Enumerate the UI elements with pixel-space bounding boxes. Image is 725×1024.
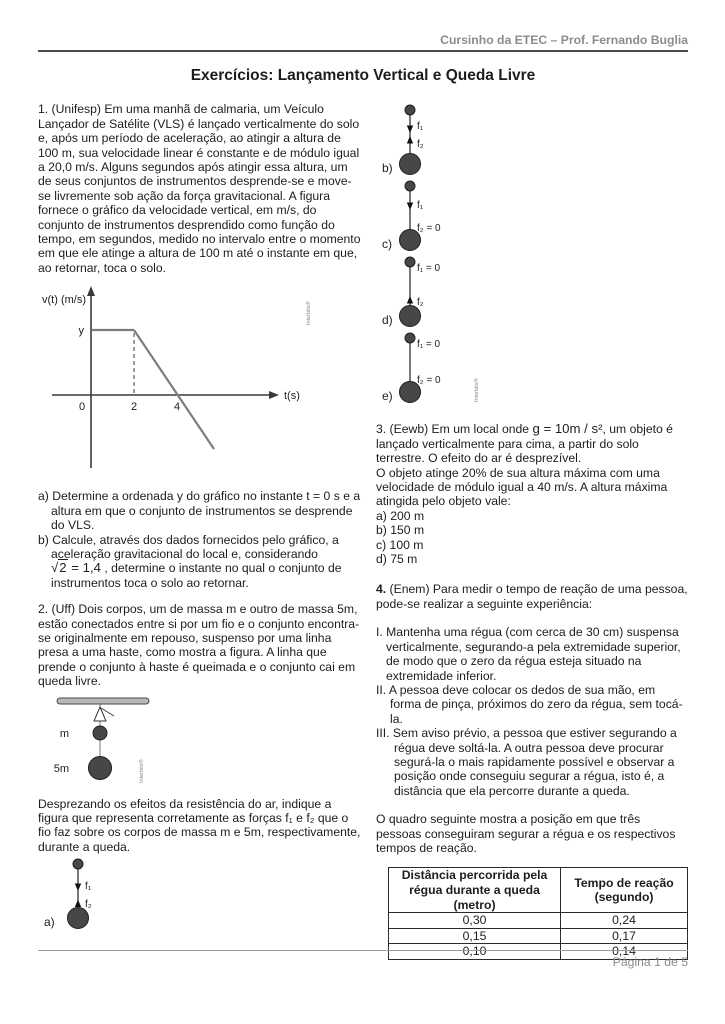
hanging-masses-figure (43, 695, 203, 793)
mass-m-ball (405, 181, 415, 191)
option-e-key: e) (382, 389, 393, 404)
option-b-key: b) (382, 161, 393, 176)
option-a-key: a) (44, 915, 55, 930)
y-value-mark: y (78, 325, 84, 338)
sqrt-eq: = 1,4 (67, 560, 101, 576)
table-header-distance: Distância percorrida pela régua durante a queda (metro) (389, 868, 561, 913)
force-f2-label: f₂ = 0 (417, 375, 441, 387)
choice-a: a) 200 m (376, 508, 425, 523)
table-cell: 0,14 (561, 944, 688, 960)
force-f1-label: f₁ = 0 (417, 263, 441, 275)
option-d-key: d) (382, 313, 393, 328)
mass-m-ball (405, 333, 415, 343)
q3-text-pre: 3. (Eewb) Em um local onde (376, 422, 533, 437)
page-content (38, 33, 688, 960)
option-e-figure (376, 330, 526, 406)
gravity-formula: g = 10m / s² (532, 421, 603, 437)
y-axis-label: v(t) (m/s) (42, 294, 86, 307)
question-2-prompt: Desprezando os efeitos da resistência do ar, indique a figura que representa corretamente as forças f₁ e f₂ que o fio faz sobre os corpos de massa m e 5m, respectivamente, durante a queda. (38, 796, 361, 854)
question-4-table-intro: O quadro seguinte mostra a posição em que três pessoas conseguiram segurar a régua e os respectivos tempos de reação. (376, 812, 676, 855)
page-title: Exercícios: Lançamento Vertical e Queda Livre (190, 67, 536, 85)
question-1-text: 1. (Unifesp) Em uma manhã de calmaria, um Veículo Lançador de Satélite (VLS) é lançado verticalmente do solo e, após um período de aceleração, ao atingir a altura de 100 m, sua velocidade linear é constante e de módulo igual a 20,0 m/s. Alguns segundos após atingir essa altura, um de seus conjuntos de instrumentos desprende-se e move-se livremente sob ação da força gravitacional. A figura fornece o gráfico da velocidade vertical, em m/s, do conjunto de instrumentos desprendido como função do tempo, em segundos, medido no intervalo entre o momento em que ele atinge a altura de 100 m até o instante em que, ao retornar, toca o solo. (38, 102, 361, 275)
mass-5m-ball (68, 908, 89, 929)
table-row (389, 928, 688, 944)
tick-2: 2 (130, 401, 138, 414)
mass-m-label: m (59, 727, 69, 740)
choice-d: d) 75 m (376, 552, 418, 567)
question-4-step-3: III. Sem aviso prévio, a pessoa que estiver segurando a régua deve soltá-la. A outra pessoa deve procurar segurá-la o mais rapidamente possível e observar a posição onde conseguiu segurar a régua, isto é, a distância que ela percorre durante a queda. (376, 726, 677, 798)
flame-icon (94, 707, 106, 721)
question-3-choices (376, 509, 688, 567)
watermark: Interbits® (306, 301, 312, 326)
arrow-up-icon (407, 296, 413, 304)
table-cell: 0,10 (389, 944, 561, 960)
velocity-time-graph (38, 283, 328, 475)
item-b-text-pre: b) Calcule, através dos dados fornecidos pelo gráfico, a aceleração gravitacional do local e, considerando (38, 532, 339, 561)
arrow-down-icon (407, 126, 413, 134)
question-1-item-b (38, 533, 363, 591)
two-column-layout (38, 102, 688, 960)
choice-b: b) 150 m (376, 523, 425, 538)
tick-4: 4 (173, 401, 181, 414)
option-d-figure (376, 254, 526, 330)
page-number: Página 1 de 5 (612, 955, 688, 969)
question-3-text (376, 422, 688, 465)
left-column (38, 102, 363, 960)
force-f1-label: f₁ (417, 121, 424, 133)
table-cell: 0,30 (389, 913, 561, 929)
watermark: Interbits® (139, 758, 145, 783)
question-3-text2: O objeto atinge 20% de sua altura máxima com uma velocidade de módulo igual a 40 m/s. A altura máxima atingida pelo objeto vale: (376, 465, 668, 509)
q4-number: 4. (376, 582, 387, 597)
arrow-up-icon (407, 136, 413, 144)
right-column (376, 102, 688, 960)
mass-5m-ball (400, 154, 421, 175)
mass-5m-label: 5m (53, 762, 69, 775)
q3-text-post: , um objeto é lançado verticalmente para cima, a partir do solo terrestre. O efeito do ar é desprezível. (376, 422, 673, 466)
option-c-figure (376, 178, 526, 254)
header-brand: Cursinho da ETEC – Prof. Fernando Buglia (440, 33, 688, 47)
sqrt-formula (51, 559, 101, 575)
table-header-time: Tempo de reação (segundo) (561, 868, 688, 913)
table-cell: 0,24 (561, 913, 688, 929)
option-a-figure (38, 856, 188, 932)
table-row (389, 913, 688, 929)
table-cell: 0,17 (561, 928, 688, 944)
table-header-row (389, 868, 688, 913)
question-4-step-1: I. Mantenha uma régua (com cerca de 30 cm) suspensa verticalmente, segurando-a pela extremidade superior, de modo que o zero da régua esteja situado na extremidade inferior. (376, 625, 681, 683)
y-axis-arrow-icon (87, 286, 95, 296)
arrow-down-icon (407, 203, 413, 211)
arrow-up-icon (75, 900, 81, 908)
question-4-text (376, 582, 688, 611)
table-cell: 0,15 (389, 928, 561, 944)
force-f2-label: f₂ (85, 899, 92, 911)
x-axis-label: t(s) (284, 390, 300, 403)
option-b-figure (376, 102, 526, 178)
header-rule (38, 50, 688, 52)
x-axis-arrow-icon (269, 391, 279, 399)
origin-tick: 0 (78, 401, 86, 414)
watermark: Interbits® (474, 378, 480, 403)
option-c-key: c) (382, 237, 392, 252)
mass-5m-ball (89, 756, 112, 779)
sqrt-sign: √ (51, 560, 59, 576)
page-header (38, 33, 688, 52)
mass-m-ball (73, 859, 83, 869)
force-f2-label: f₂ = 0 (417, 223, 441, 235)
page-footer (38, 950, 688, 969)
item-b-text-post: , determine o instante no qual o conjunto de instrumentos toca o solo ao retornar. (51, 561, 342, 590)
mass-m-ball (405, 105, 415, 115)
sqrt-arg: 2 (59, 560, 67, 576)
mass-m-ball (93, 726, 107, 740)
question-4-step-2: II. A pessoa deve colocar os dedos de sua mão, em forma de pinça, próximos do zero da régua, sem tocá-la. (376, 682, 683, 726)
mass-5m-ball (400, 306, 421, 327)
mass-m-ball (405, 257, 415, 267)
support-rod (57, 698, 149, 704)
descending-segment (134, 330, 214, 449)
reaction-time-table (388, 867, 688, 960)
question-1-item-a: a) Determine a ordenada y do gráfico no instante t = 0 s e a altura em que o conjunto de instrumentos se desprende do VLS. (38, 489, 361, 533)
q4-intro: (Enem) Para medir o tempo de reação de uma pessoa, pode-se realizar a seguinte experiência: (376, 582, 688, 611)
force-f1-label: f₁ = 0 (417, 339, 441, 351)
force-f2-label: f₂ (417, 297, 424, 309)
arrow-down-icon (75, 884, 81, 892)
force-f1-label: f₁ (85, 881, 92, 893)
force-f2-label: f₂ (417, 139, 424, 151)
force-f1-label: f₁ (417, 200, 424, 212)
choice-c: c) 100 m (376, 537, 424, 552)
question-2-text: 2. (Uff) Dois corpos, um de massa m e outro de massa 5m, estão conectados entre si por um fio e o conjunto encontra-se originalmente em repouso, suspenso por uma linha presa a uma haste, como mostra a figura. A linha que prende o conjunto à haste é queimada e o conjunto cai em queda livre. (38, 602, 360, 689)
